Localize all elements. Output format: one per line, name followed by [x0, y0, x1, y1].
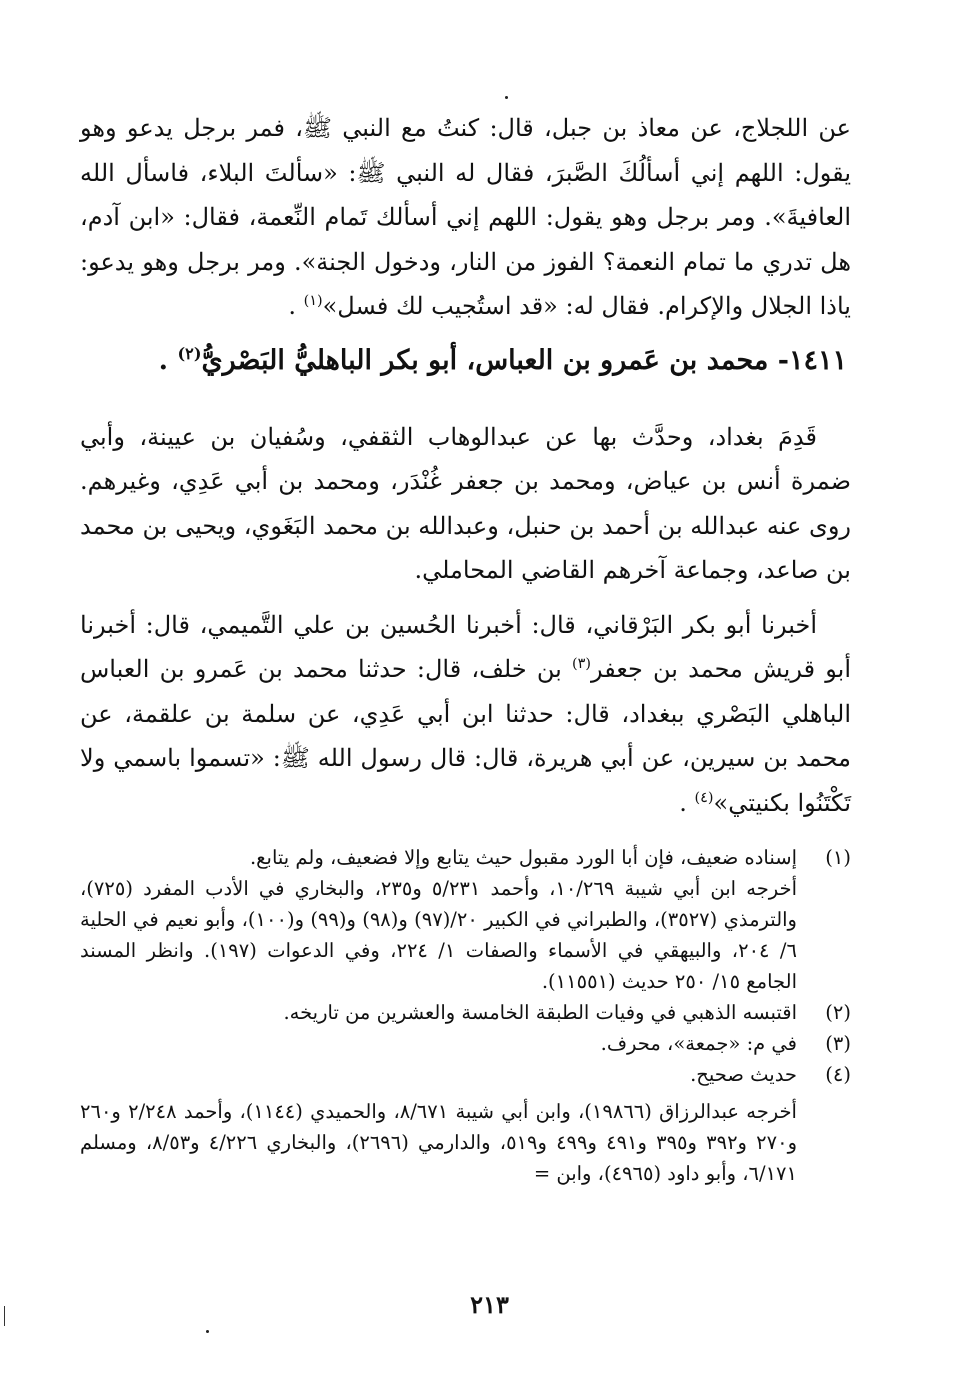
footnote-3	[80, 1028, 851, 1059]
footnote-number: (٢)	[825, 1001, 851, 1024]
page-number: ٢١٣	[470, 1290, 509, 1319]
paragraph-text: عن اللجلاج، عن معاذ بن جبل، قال: كنتُ مع النبي ﷺ، فمر برجل يدعو وهو يقول: اللهم إني أسألُكَ الصَّبرَ، فقال له النبي ﷺ: «سألتَ البلاء، فاسأل الله العافيةَ». ومر برجل وهو يقول: اللهم إني أسألك تَمام النِّعمة، فقال: «ابن آدم، هل تدري ما تمام النعمة؟ الفوز من النار، ودخول الجنة». ومر برجل وهو يدعو: ياذا الجلال والإكرام. فقال له: «قد استُجيب لك فسل»	[80, 114, 851, 320]
footnote-1	[80, 842, 851, 873]
footnotes	[80, 842, 851, 1189]
paragraph-isnad	[80, 603, 851, 826]
biography-heading	[80, 339, 851, 383]
footnote-number: (٤)	[825, 1063, 851, 1086]
paragraph-text: أخبرنا أبو بكر البَرْقاني، قال: أخبرنا الحُسين بن علي التَّميمي، قال: أخبرنا أبو قريش محمد بن جعفر	[80, 610, 851, 683]
paragraph-text: بن خلف، قال: حدثنا محمد بن عَمرو بن العباس الباهلي البَصْري ببغداد، قال: حدثنا ابن أبي عَدِي، عن سلمة بن علقمة، عن محمد بن سيرين، عن أبي هريرة، قال: قال رسول الله ﷺ: «تسموا باسمي ولا تَكْتَنُوا بكنيتي»	[80, 655, 851, 817]
footnote-number: (٣)	[825, 1032, 851, 1055]
paragraph-text: قَدِمَ بغداد، وحدَّث بها عن عبدالوهاب الثقفي، وسُفيان بن عيينة، وأبي ضمرة أنس بن عياض، ومحمد بن جعفر غُنْدَر، ومحمد بن أبي عَدِي، وغيرهم. روى عنه عبدالله بن أحمد بن حنبل، وعبدالله بن محمد البَغَوي، ويحيى بن محمد بن صاعد، وجماعة آخرهم القاضي المحاملي.	[80, 422, 851, 584]
scan-speck	[206, 1330, 209, 1333]
paragraph-end: .	[679, 788, 695, 817]
scan-edge-mark	[4, 1306, 5, 1326]
footnote-4	[80, 1059, 851, 1090]
paragraph-biography	[80, 415, 851, 593]
main-text	[80, 106, 851, 825]
footnote-ref-2: (٢)	[177, 343, 202, 363]
heading-text: ١٤١١- محمد بن عَمرو بن العباس، أبو بكر الباهليُّ البَصْريُّ	[201, 344, 847, 376]
footnote-number: (١)	[825, 846, 851, 869]
footnote-4-continuation: أخرجه عبدالرزاق (١٩٨٦٦)، وابن أبي شيبة ٨/٦٧١، والحميدي (١١٤٤)، وأحمد ٢/٢٤٨ و٢٦٠ و٢٧٠ و٣٩٢ و٣٩٥ و٤٩١ و٤٩٩ و٥١٩، والدارمي (٢٦٩٦)، والبخاري ٤/٢٢٦ و٨/٥٣، ومسلم ٦/١٧١، وأبو داود (٤٩٦٥)، وابن =	[80, 1100, 797, 1185]
footnote-1-continuation: أخرجه ابن أبي شيبة ١٠/٢٦٩، وأحمد ٥/٢٣١ و٢٣٥، والبخاري في الأدب المفرد (٧٢٥)، والترمذي (٣٥٢٧)، والطبراني في الكبير ٢٠/(٩٧) و(٩٨) و(٩٩) و(١٠٠)، وأبو نعيم في الحلية ٦/ ٢٠٤، والبيهقي في الأسماء والصفات ١/ ٢٢٤، وفي الدعوات (١٩٧). وانظر المسند الجامع ١٥/ ٢٥٠ حديث (١١٥٥١).	[80, 877, 797, 993]
scan-speck	[505, 96, 508, 99]
footnote-ref-1: (١)	[303, 293, 323, 309]
footnote-ref-4: (٤)	[694, 789, 714, 806]
footnote-ref-3: (٣)	[572, 656, 591, 672]
heading-end: .	[158, 344, 178, 376]
footnote-text: اقتبسه الذهبي في وفيات الطبقة الخامسة والعشرين من تاريخه.	[283, 1001, 797, 1024]
paragraph-hadith-1	[80, 106, 851, 329]
footnote-text: إسناده ضعيف، فإن أبا الورد مقبول حيث يتابع وإلا فضعيف، ولم يتابع.	[249, 846, 797, 869]
footnote-text: حديث صحيح.	[690, 1063, 797, 1086]
paragraph-end: .	[288, 292, 304, 320]
footnote-2	[80, 997, 851, 1028]
footnote-text: في م: «جمعة»، محرف.	[600, 1032, 797, 1055]
